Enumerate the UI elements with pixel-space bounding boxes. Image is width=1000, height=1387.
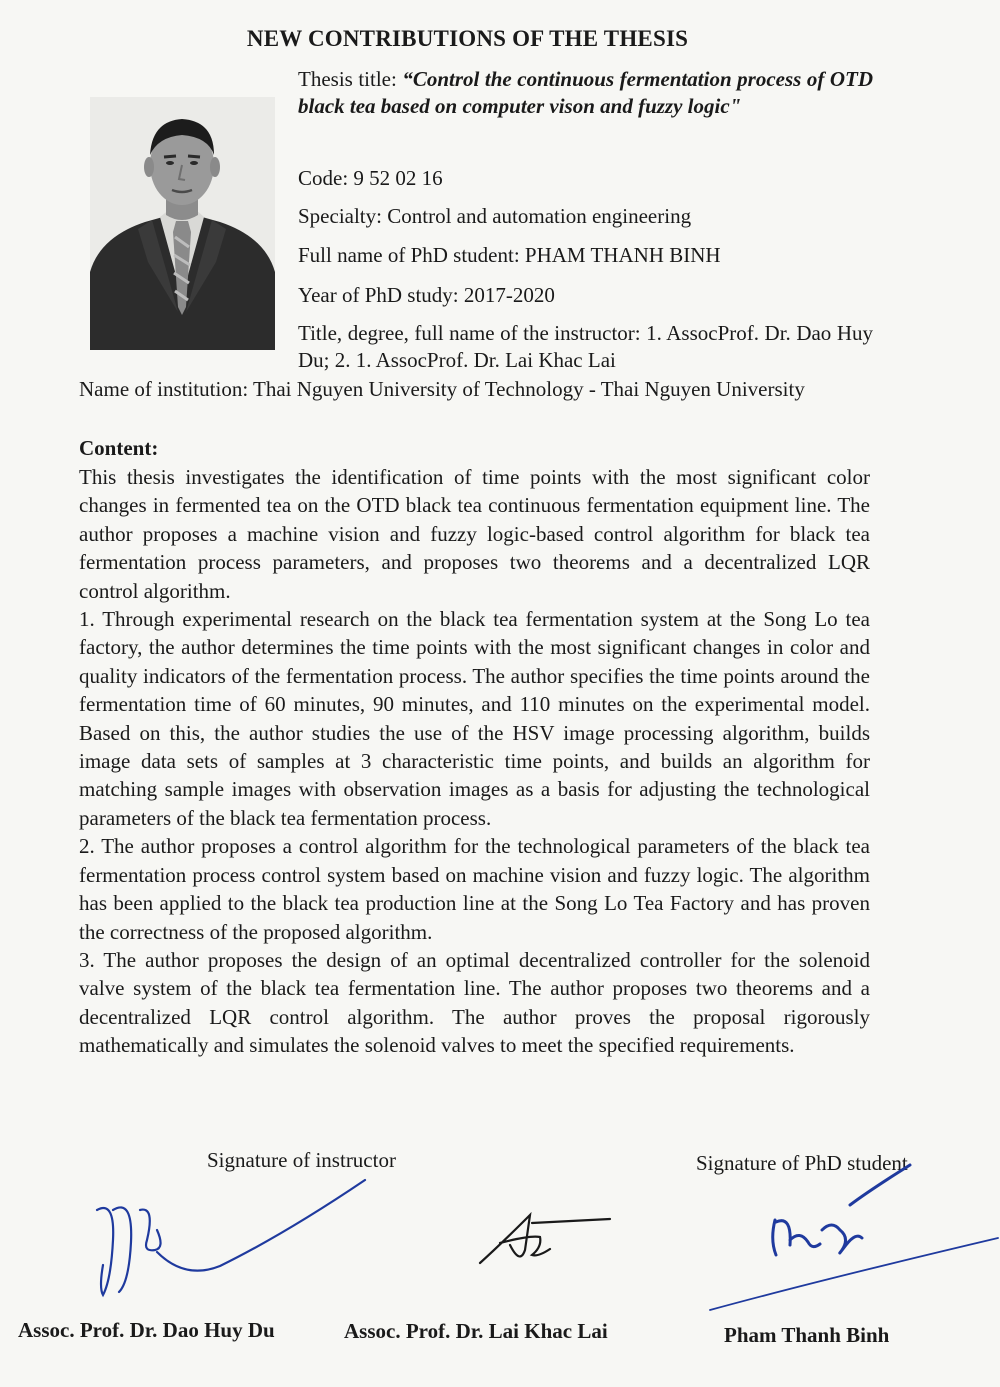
instructor-2-name: Assoc. Prof. Dr. Lai Khac Lai: [344, 1319, 608, 1343]
thesis-title-label: Thesis title:: [298, 67, 397, 91]
portrait-image: [90, 97, 275, 350]
content-paragraph-1: 1. Through experimental research on the black tea fermentation system at the Song Lo tea factory, the author determines the time points with the most significant changes in color and quality indicators of the fermentation process. The author specifies the time points around the fermentation time of 60 minutes, 90 minutes, and 110 minutes on the experimental model. Based on this, the author studies the use of the HSV image processing algorithm, builds image data sets of samples at 3 characteristic time points, and builds an algorithm for matching sample images with observation images as a basis for adjusting the technological parameters of the black tea fermentation process.: [79, 607, 870, 830]
institution-name: Name of institution: Thai Nguyen University of Technology - Thai Nguyen University: [79, 377, 805, 401]
content-paragraph-2: 2. The author proposes a control algorithm for the technological parameters of the black tea fermentation process control system based on machine vision and fuzzy logic. The algorithm has been applied to the black tea production line at the Song Lo Tea Factory and has proven the correctness of the proposed algorithm.: [79, 834, 870, 944]
content-body: [79, 463, 870, 1060]
student-name: Pham Thanh Binh: [724, 1323, 890, 1347]
instructor-signature-label: Signature of instructor: [207, 1148, 396, 1172]
content-paragraph-intro: This thesis investigates the identification of time points with the most significant color changes in fermented tea on the OTD black tea continuous fermentation equipment line. The author proposes a machine vision and fuzzy logic-based control algorithm for black tea fermentation process parameters, and proposes two theorems and a decentralized LQR control algorithm.: [79, 465, 870, 603]
signature-dao-huy-du: [85, 1170, 375, 1310]
student-full-name: Full name of PhD student: PHAM THANH BINH: [298, 243, 721, 267]
content-paragraph-3: 3. The author proposes the design of an optimal decentralized controller for the solenoid valve system of the black tea fermentation line. The author proposes two theorems and a decentralized LQR control algorithm. The author proves the proposal rigorously mathematically and simulates the solenoid valves to meet the specified requirements.: [79, 947, 870, 1058]
thesis-title-block: [298, 66, 873, 120]
content-heading: Content:: [79, 436, 159, 460]
signature-pham-thanh-binh: [700, 1160, 1000, 1325]
student-signature-label: Signature of PhD student: [696, 1151, 908, 1175]
instructor-1-name: Assoc. Prof. Dr. Dao Huy Du: [18, 1318, 275, 1342]
page-title: NEW CONTRIBUTIONS OF THE THESIS: [246, 26, 689, 51]
thesis-specialty: Specialty: Control and automation engineering: [298, 204, 692, 228]
signature-lai-khac-lai: [470, 1205, 620, 1280]
thesis-title-text: “Control the continuous fermentation process of OTD black tea based on computer vison and fuzzy logic": [298, 67, 873, 118]
thesis-code: Code: 9 52 02 16: [298, 166, 443, 190]
study-year: Year of PhD study: 2017-2020: [298, 283, 555, 307]
instructor-names: Title, degree, full name of the instructor: 1. AssocProf. Dr. Dao Huy Du; 2. 1. AssocProf. Dr. Lai Khac Lai: [298, 321, 873, 372]
student-portrait-photo: [90, 97, 275, 350]
